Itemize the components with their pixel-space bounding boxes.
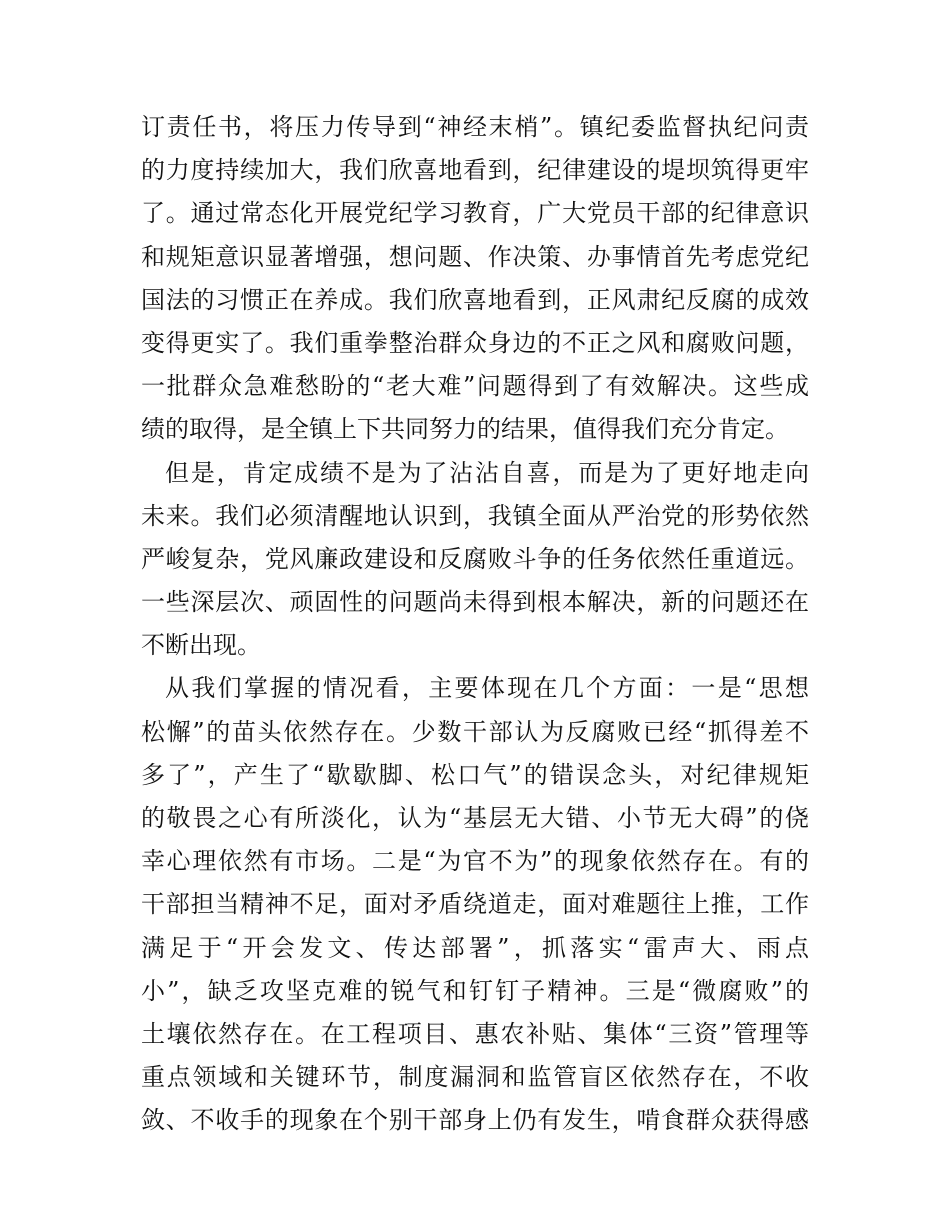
text-line: 的敬畏之心有所淡化，认为“基层无大错、小节无大碍”的侥	[141, 804, 809, 832]
text-line: 从我们掌握的情况看，主要体现在几个方面：一是“思想	[165, 674, 809, 703]
text-line: 敛、不收手的现象在个别干部身上仍有发生，啃食群众获得感	[141, 1106, 809, 1135]
text-line: 了。通过常态化开展党纪学习教育，广大党员干部的纪律意识	[141, 199, 809, 228]
text-line: 严峻复杂，党风廉政建设和反腐败斗争的任务依然任重道远。	[141, 544, 809, 573]
text-line: 绩的取得，是全镇上下共同努力的结果，值得我们充分肯定。	[141, 415, 789, 444]
text-line: 的力度持续加大，我们欣喜地看到，纪律建设的堤坝筑得更牢	[141, 156, 809, 185]
text-line: 幸心理依然有市场。二是“为官不为”的现象依然存在。有的	[141, 847, 809, 876]
text-line: 土壤依然存在。在工程项目、惠农补贴、集体“三资”管理等	[141, 1019, 809, 1048]
text-line: 干部担当精神不足，面对矛盾绕道走，面对难题往上推，工作	[141, 890, 809, 919]
body-text	[141, 106, 809, 1143]
text-line: 重点领域和关键环节，制度漏洞和监管盲区依然存在，不收	[141, 1063, 809, 1092]
text-line: 国法的习惯正在养成。我们欣喜地看到，正风肃纪反腐的成效	[141, 285, 809, 314]
text-line: 订责任书，将压力传导到“神经末梢”。镇纪委监督执纪问责	[141, 113, 809, 141]
text-line: 变得更实了。我们重拳整治群众身边的不正之风和腐败问题，	[141, 328, 809, 357]
text-line: 一些深层次、顽固性的问题尚未得到根本解决，新的问题还在	[141, 588, 809, 617]
text-line: 满足于“开会发文、传达部署”，抓落实“雷声大、雨点	[141, 933, 809, 962]
text-line: 不断出现。	[141, 631, 261, 660]
text-line: 未来。我们必须清醒地认识到，我镇全面从严治党的形势依然	[141, 501, 809, 530]
text-line: 多了”，产生了“歇歇脚、松口气”的错误念头，对纪律规矩	[141, 760, 809, 789]
text-line: 小”，缺乏攻坚克难的锐气和钉钉子精神。三是“微腐败”的	[141, 976, 809, 1005]
text-line: 一批群众急难愁盼的“老大难”问题得到了有效解决。这些成	[141, 372, 809, 401]
text-line: 但是，肯定成绩不是为了沾沾自喜，而是为了更好地走向	[165, 458, 809, 487]
text-line: 和规矩意识显著增强，想问题、作决策、办事情首先考虑党纪	[141, 242, 809, 271]
text-line: 松懈”的苗头依然存在。少数干部认为反腐败已经“抓得差不	[141, 717, 809, 746]
